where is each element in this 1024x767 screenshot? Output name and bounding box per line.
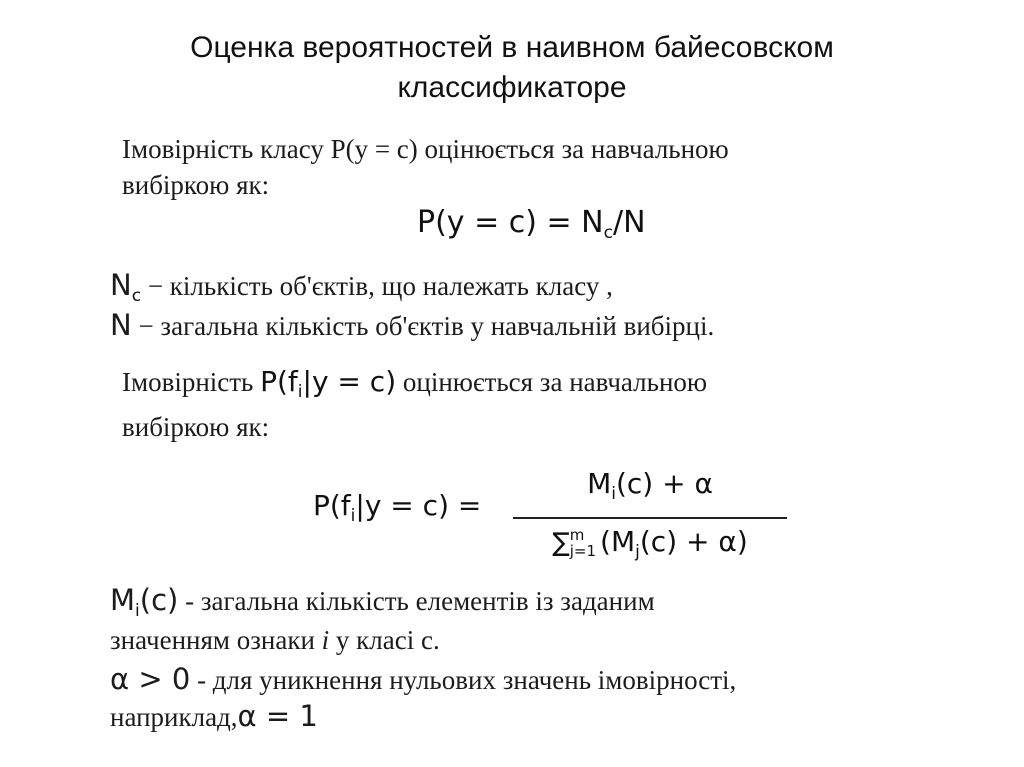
mi-definition xyxy=(110,583,655,621)
nc-definition xyxy=(110,268,613,306)
formula-tail: /N xyxy=(612,205,646,240)
slide-title-line-2: классификаторе xyxy=(397,71,627,104)
fraction-numerator xyxy=(513,465,787,513)
den-sub: j xyxy=(635,542,640,562)
sum-limits xyxy=(570,527,596,559)
mi-subscript: i xyxy=(135,601,140,621)
slide-title-line-1: Оценка вероятностей в наивном байесовском xyxy=(190,31,834,64)
lhs-a: P(f xyxy=(313,489,351,522)
alpha-example-text: наприклад, xyxy=(110,702,238,732)
feature-probability-text-line-2: вибіркою як: xyxy=(122,412,270,442)
feature-probability-inline-formula xyxy=(260,365,397,402)
sum-lower-limit: j=1 xyxy=(569,542,597,560)
den-a: (M xyxy=(600,525,636,558)
lhs-b: |y = c) = xyxy=(355,489,482,522)
n-variable: N xyxy=(110,308,132,342)
nc-variable: N xyxy=(110,268,132,302)
mi-line2-a: значенням ознаки xyxy=(110,625,322,655)
lhs-sub: i xyxy=(350,506,356,526)
mi-line2-b: у класі с. xyxy=(329,625,440,655)
mi-definition-line-2 xyxy=(110,625,440,656)
feature-probability-formula xyxy=(313,465,793,565)
inline-formula-b: |y = c) xyxy=(302,365,397,398)
mi-line2-i: i xyxy=(321,625,330,655)
num-a: M xyxy=(587,467,612,500)
alpha-example-expression: α = 1 xyxy=(237,699,318,733)
alpha-expression: α > 0 xyxy=(110,662,191,696)
sum-upper-limit: m xyxy=(569,526,585,544)
class-probability-formula xyxy=(417,205,646,243)
formula-main: P(y = c) = N xyxy=(417,205,604,240)
feature-probability-text-line-1 xyxy=(122,365,707,402)
slide-title xyxy=(0,28,1024,108)
nc-text: − кількість об'єктів, що належать класу , xyxy=(141,271,613,301)
class-probability-text-line-2: вибіркою як: xyxy=(122,170,270,200)
n-text: − загальна кількість об'єктів у навчальній вибірці. xyxy=(131,311,715,341)
mi-text: - загальна кількість елементів із заданим xyxy=(178,586,655,616)
nc-subscript: c xyxy=(131,286,142,306)
class-probability-text-line-1: Імовірність класу P(y = c) оцінюється за навчальною xyxy=(122,134,729,164)
fraction-denominator xyxy=(513,523,787,571)
alpha-text: - для уникнення нульових значень імовірності, xyxy=(190,665,737,695)
inline-formula-a: P(f xyxy=(260,365,298,398)
feature-probability-pre: Імовірність xyxy=(122,367,261,397)
alpha-definition xyxy=(110,662,736,696)
alpha-example xyxy=(110,699,318,733)
den-b: (c) + α) xyxy=(639,525,748,558)
formula-fraction xyxy=(513,465,787,571)
sum-symbol: ∑ xyxy=(552,528,570,558)
n-definition xyxy=(110,308,714,342)
fraction-bar xyxy=(513,517,787,519)
inline-formula-sub: i xyxy=(297,382,303,402)
formula-lhs xyxy=(313,489,481,526)
feature-probability-post: оцінюється за навчальною xyxy=(396,367,708,397)
num-sub: i xyxy=(611,484,616,504)
num-b: (c) + α xyxy=(615,467,713,500)
mi-paren: (c) xyxy=(139,583,179,617)
formula-subscript: c xyxy=(603,223,613,243)
mi-variable: M xyxy=(110,583,136,617)
